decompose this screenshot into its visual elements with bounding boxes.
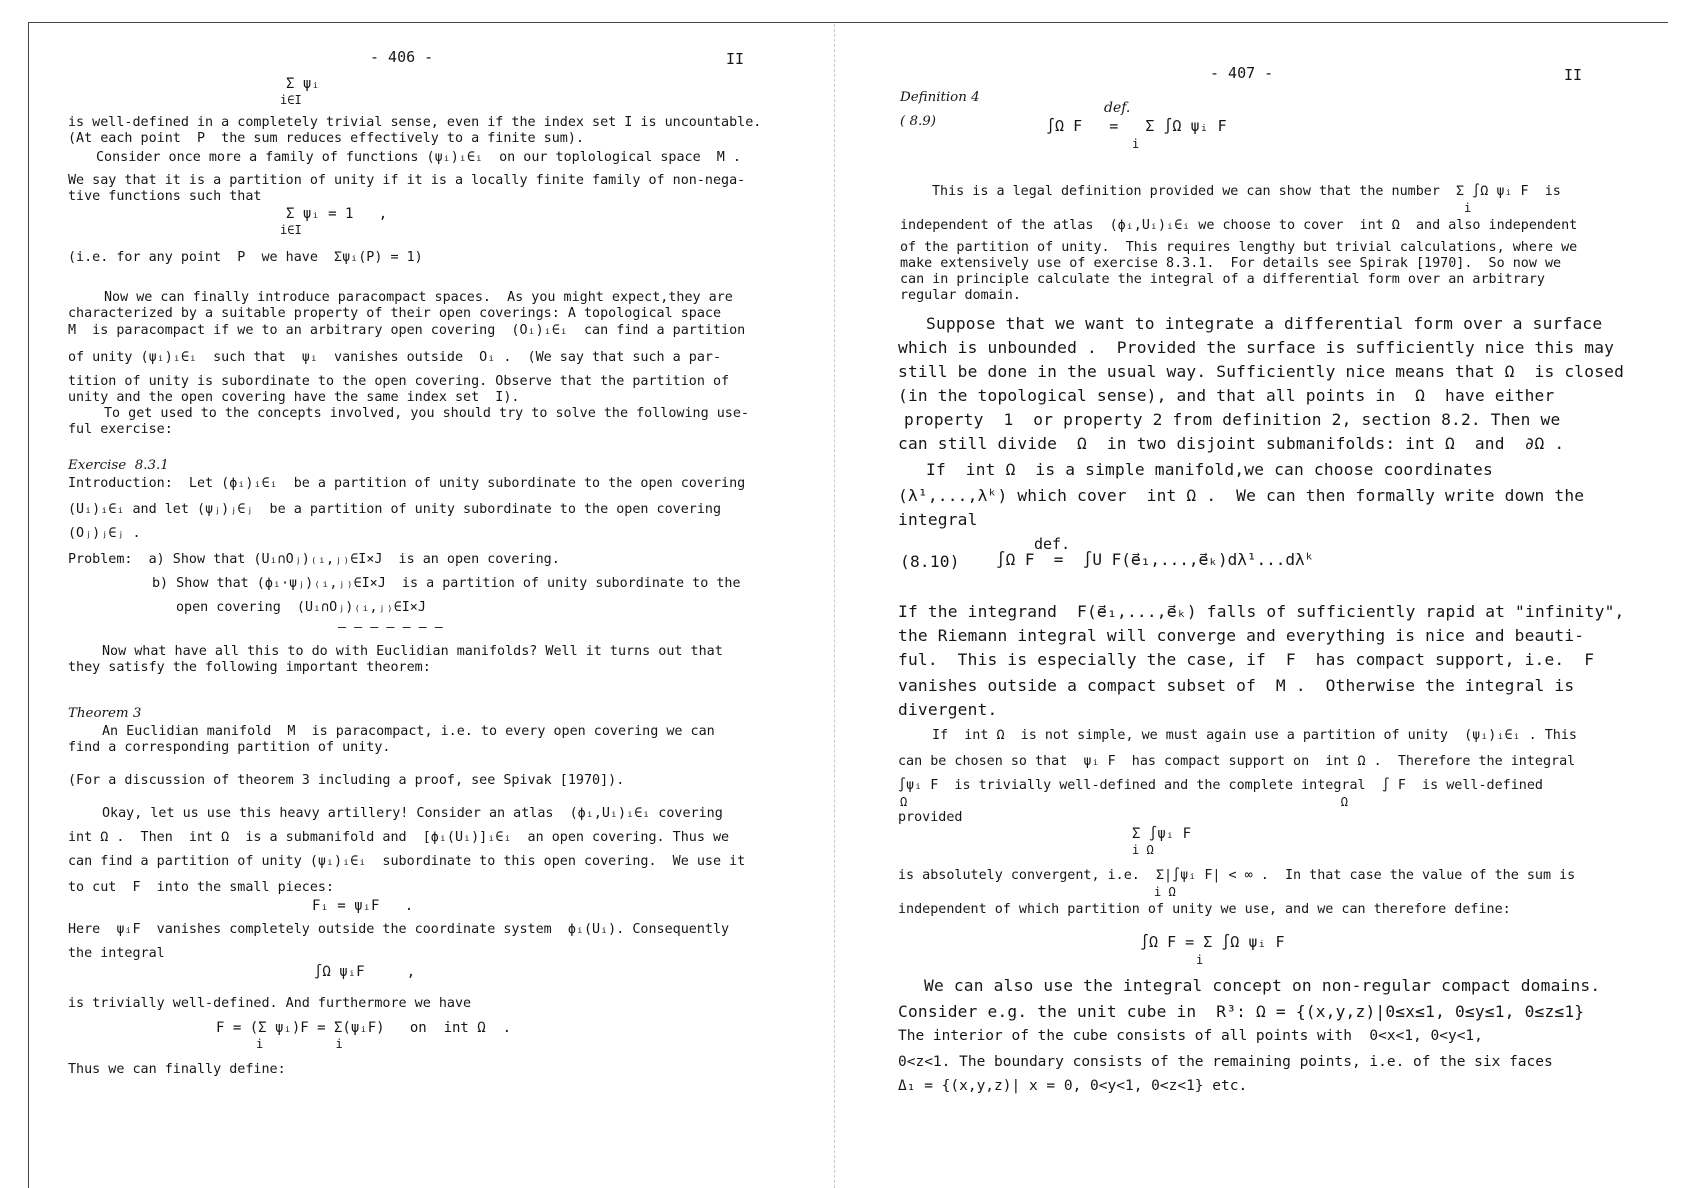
text-line: 0<z<1. The boundary consists of the remaining points, i.e. of the six faces <box>898 1054 1553 1070</box>
text-line: Here ψᵢF vanishes completely outside the coordinate system ϕᵢ(Uᵢ). Consequently <box>68 922 730 937</box>
text-line: can find a partition of unity (ψᵢ)ᵢ∈ᵢ subordinate to this open covering. We use it <box>68 854 746 869</box>
formula-subscript: i i <box>256 1037 343 1051</box>
text-line: find a corresponding partition of unity. <box>68 740 391 755</box>
text-line: Now we can finally introduce paracompact spaces. As you might expect,they are <box>104 290 733 305</box>
text-line: To get used to the concepts involved, you should try to solve the following use- <box>104 406 749 421</box>
page-number: - 406 - <box>370 48 434 66</box>
text-line: (i.e. for any point P we have Σψᵢ(P) = 1) <box>68 250 423 265</box>
text-line: tition of unity is subordinate to the open covering. Observe that the partition of <box>68 374 730 389</box>
formula-subscript: i <box>1196 953 1204 967</box>
text-line: can be chosen so that ψᵢ F has compact support on int Ω . Therefore the integral <box>898 754 1576 769</box>
section-mark: II <box>726 50 745 68</box>
formula-subscript: Ω Ω <box>900 795 1348 809</box>
text-line: is trivially well-defined. And furthermore we have <box>68 996 472 1011</box>
text-line: can in principle calculate the integral of a differential form over an arbitrary <box>900 272 1545 287</box>
formula-def-label: def. <box>1104 100 1131 116</box>
text-line: the Riemann integral will converge and everything is nice and beauti- <box>898 626 1585 645</box>
end-of-exercise-rule: — — — — — — — <box>338 620 443 635</box>
text-line: (in the topological sense), and that all points in Ω have either <box>898 386 1555 405</box>
text-line: regular domain. <box>900 288 1021 303</box>
section-mark: II <box>1564 66 1583 84</box>
text-line: integral <box>898 510 978 529</box>
formula-line: Σ ∫ψᵢ F <box>1132 826 1192 842</box>
page-left-edge <box>28 22 29 1188</box>
text-line: to cut F into the small pieces: <box>68 880 335 895</box>
text-line: Δ₁ = {(x,y,z)| x = 0, 0<y<1, 0<z<1} etc. <box>898 1078 1248 1094</box>
text-line: (For a discussion of theorem 3 including a proof, see Spivak [1970]). <box>68 773 625 788</box>
text-line: Suppose that we want to integrate a differential form over a surface <box>926 314 1603 333</box>
formula-subscript: i Ω <box>1154 885 1176 899</box>
formula-line: Σ ψᵢ <box>286 76 320 92</box>
text-line: open covering (Uᵢ∩Oⱼ)₍ᵢ,ⱼ₎∈I×J <box>176 600 426 615</box>
text-line: tive functions such that <box>68 189 262 204</box>
formula-line: ∫Ω ψᵢF , <box>314 964 416 980</box>
text-line: independent of which partition of unity we use, and we can therefore define: <box>898 902 1511 917</box>
book-gutter <box>834 24 835 1188</box>
text-line: of the partition of unity. This requires lengthy but trivial calculations, where we <box>900 240 1578 255</box>
formula-line: Fᵢ = ψᵢF . <box>312 898 414 914</box>
text-line: Problem: a) Show that (Uᵢ∩Oⱼ)₍ᵢ,ⱼ₎∈I×J is an open covering. <box>68 552 560 567</box>
text-line: characterized by a suitable property of their open coverings: A topological space <box>68 306 722 321</box>
text-line: We say that it is a partition of unity if it is a locally finite family of non-nega- <box>68 173 746 188</box>
formula-line: ∫Ω F = Σ ∫Ω ψᵢ F <box>1140 933 1285 951</box>
text-line: The interior of the cube consists of all points with 0<x<1, 0<y<1, <box>898 1028 1483 1044</box>
text-line: is absolutely convergent, i.e. Σ|∫ψᵢ F| < ∞ . In that case the value of the sum is <box>898 868 1576 883</box>
left-page <box>68 0 788 1188</box>
formula-line: Σ ψᵢ = 1 , <box>286 206 388 222</box>
text-line: Thus we can finally define: <box>68 1062 286 1077</box>
page-number: - 407 - <box>1210 64 1274 82</box>
text-line: If int Ω is a simple manifold,we can choose coordinates <box>926 460 1493 479</box>
text-line: still be done in the usual way. Sufficiently nice means that Ω is closed <box>898 362 1625 381</box>
text-line: Okay, let us use this heavy artillery! Consider an atlas (ϕᵢ,Uᵢ)ᵢ∈ᵢ covering <box>102 806 723 821</box>
text-line: independent of the atlas (ϕᵢ,Uᵢ)ᵢ∈ᵢ we choose to cover int Ω and also independent <box>900 218 1578 233</box>
formula-line: ∫Ω F = ∫U F(e⃗₁,...,e⃗ₖ)dλ¹...dλᵏ <box>996 550 1315 569</box>
text-line: We can also use the integral concept on non-regular compact domains. <box>924 976 1601 995</box>
theorem-heading: Theorem 3 <box>68 706 142 721</box>
text-line: which is unbounded . Provided the surface is sufficiently nice this may <box>898 338 1615 357</box>
formula-subscript: i∈I <box>280 223 302 237</box>
text-line: is well-defined in a completely trivial sense, even if the index set I is uncountable. <box>68 115 762 130</box>
text-line: Now what have all this to do with Euclidian manifolds? Well it turns out that <box>102 644 723 659</box>
text-line: An Euclidian manifold M is paracompact, i.e. to every open covering we can <box>102 724 715 739</box>
right-page <box>896 0 1625 1188</box>
text-line: ful. This is especially the case, if F has compact support, i.e. F <box>898 650 1595 669</box>
text-line: Consider once more a family of functions (ψᵢ)ᵢ∈ᵢ on our toplological space M . <box>96 150 741 165</box>
text-line: can still divide Ω in two disjoint submanifolds: int Ω and ∂Ω . <box>898 434 1565 453</box>
text-line: If int Ω is not simple, we must again use a partition of unity (ψᵢ)ᵢ∈ᵢ . This <box>932 728 1577 743</box>
exercise-heading: Exercise 8.3.1 <box>68 458 169 473</box>
equation-number: ( 8.9) <box>900 114 937 129</box>
text-line: (At each point P the sum reduces effectively to a finite sum). <box>68 131 584 146</box>
text-line: of unity (ψᵢ)ᵢ∈ᵢ such that ψᵢ vanishes outside Oᵢ . (We say that such a par- <box>68 350 722 365</box>
formula-subscript: i <box>1132 137 1140 151</box>
formula-subscript: i∈I <box>280 93 302 107</box>
text-line: int Ω . Then int Ω is a submanifold and [ϕᵢ(Uᵢ)]ᵢ∈ᵢ an open covering. Thus we <box>68 830 730 845</box>
text-line: Introduction: Let (ϕᵢ)ᵢ∈ᵢ be a partition of unity subordinate to the open covering <box>68 476 746 491</box>
text-line: unity and the open covering have the same index set I). <box>68 390 520 405</box>
text-line: Consider e.g. the unit cube in R³: Ω = {(x,y,z)|0≤x≤1, 0≤y≤1, 0≤z≤1} <box>898 1002 1585 1021</box>
formula-subscript: i <box>1464 201 1472 215</box>
text-line: b) Show that (ϕᵢ·ψⱼ)₍ᵢ,ⱼ₎∈I×J is a partition of unity subordinate to the <box>152 576 741 591</box>
text-line: provided <box>898 810 963 825</box>
equation-number: (8.10) <box>900 552 960 571</box>
text-line: the integral <box>68 946 165 961</box>
text-line: If the integrand F(e⃗₁,...,e⃗ₖ) falls of sufficiently rapid at "infinity", <box>898 602 1625 621</box>
text-line: (Oⱼ)ⱼ∈ⱼ . <box>68 526 141 541</box>
formula-line: F = (Σ ψᵢ)F = Σ(ψᵢF) on int Ω . <box>216 1020 512 1036</box>
formula-def-label: def. <box>1034 535 1071 553</box>
text-line: ∫ψᵢ F is trivially well-defined and the complete integral ∫ F is well-defined <box>898 778 1543 793</box>
definition-heading: Definition 4 <box>900 90 980 105</box>
text-line: (Uᵢ)ᵢ∈ᵢ and let (ψⱼ)ⱼ∈ⱼ be a partition of unity subordinate to the open covering <box>68 502 722 517</box>
text-line: M is paracompact if we to an arbitrary open covering (Oᵢ)ᵢ∈ᵢ can find a partition <box>68 323 746 338</box>
text-line: divergent. <box>898 700 998 719</box>
text-line: they satisfy the following important theorem: <box>68 660 431 675</box>
text-line: vanishes outside a compact subset of M . Otherwise the integral is <box>898 676 1575 695</box>
text-line: (λ¹,...,λᵏ) which cover int Ω . We can then formally write down the <box>898 486 1585 505</box>
text-line: property 1 or property 2 from definition 2, section 8.2. Then we <box>904 410 1561 429</box>
text-line: make extensively use of exercise 8.3.1. For details see Spirak [1970]. So now we <box>900 256 1562 271</box>
formula-line: ∫Ω F = Σ ∫Ω ψᵢ F <box>1046 117 1227 135</box>
text-line: ful exercise: <box>68 422 173 437</box>
text-line: This is a legal definition provided we can show that the number Σ ∫Ω ψᵢ F is <box>932 184 1561 199</box>
formula-subscript: i Ω <box>1132 843 1154 857</box>
